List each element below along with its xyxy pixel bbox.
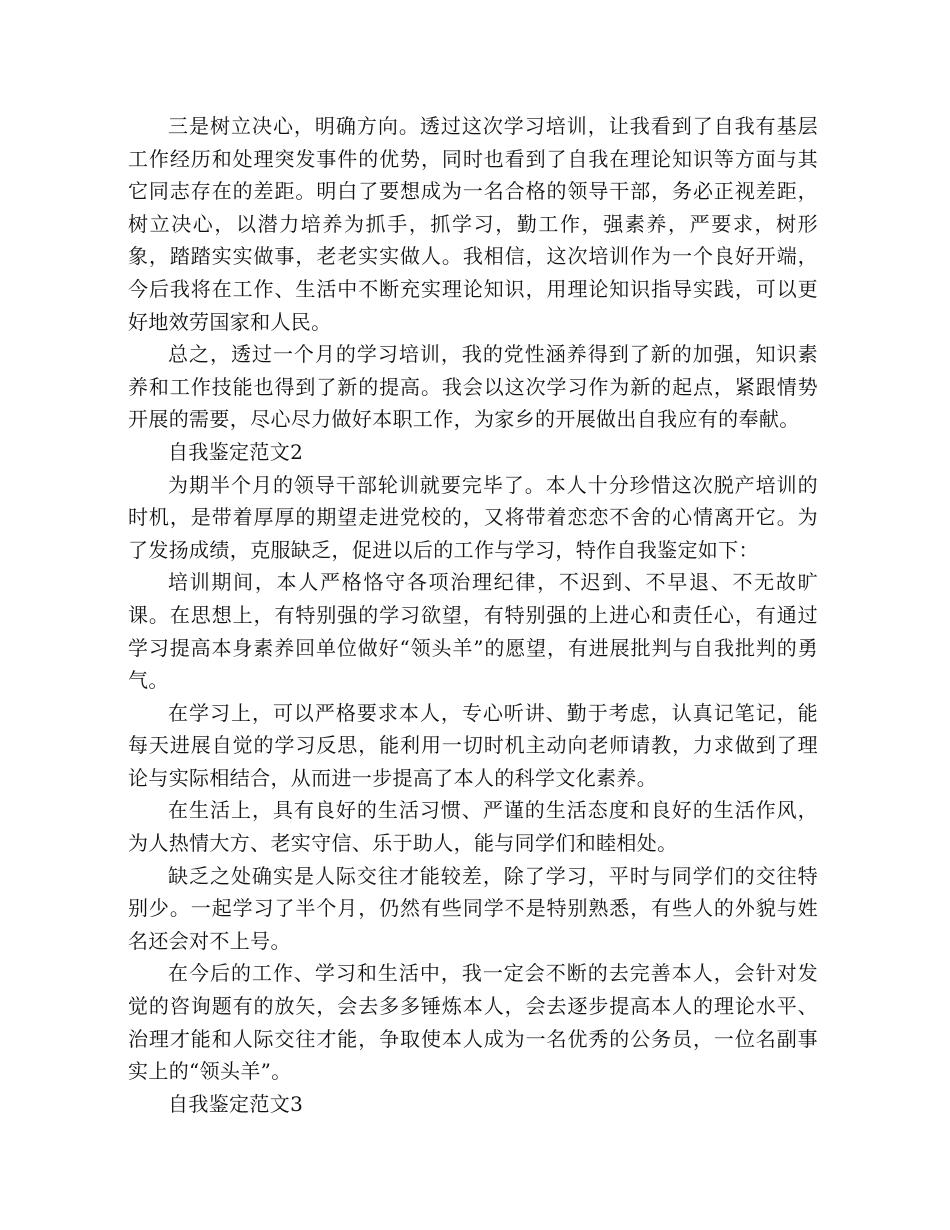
section-heading-sample-2: 自我鉴定范文2	[168, 439, 304, 464]
paragraph-training-intro: 为期半个月的领导干部轮训就要完毕了。本人十分珍惜这次脱产培训的时机，是带着厚厚的期望走进党校的，又将带着恋恋不舍的心情离开它。为了发扬成绩，克服缺乏，促进以后的工作与学习，特作自我鉴定如下：	[128, 472, 818, 562]
paragraph-summary: 总之，透过一个月的学习培训，我的党性涵养得到了新的加强，知识素养和工作技能也得到了新的提高。我会以这次学习作为新的起点，紧跟情势开展的需要，尽心尽力做好本职工作，为家乡的开展做出自我应有的奉献。	[128, 342, 818, 432]
paragraph-life: 在生活上，具有良好的生活习惯、严谨的生活态度和良好的生活作风，为人热情大方、老实守信、乐于助人，能与同学们和睦相处。	[128, 798, 818, 856]
paragraph-future: 在今后的工作、学习和生活中，我一定会不断的去完善本人，会针对发觉的咨询题有的放矢，会去多多锤炼本人，会去逐步提高本人的理论水平、治理才能和人际交往才能，争取使本人成为一名优秀的公务员，一位名副事实上的“领头羊”。	[128, 961, 818, 1084]
paragraph-resolve-direction: 三是树立决心，明确方向。透过这次学习培训，让我看到了自我有基层工作经历和处理突发事件的优势，同时也看到了自我在理论知识等方面与其它同志存在的差距。明白了要想成为一名合格的领导干部，务必正视差距，树立决心，以潜力培养为抓手，抓学习，勤工作，强素养，严要求，树形象，踏踏实实做事，老老实实做人。我相信，这次培训作为一个良好开端，今后我将在工作、生活中不断充实理论知识，用理论知识指导实践，可以更好地效劳国家和人民。	[128, 114, 818, 334]
paragraph-discipline: 培训期间，本人严格恪守各项治理纪律，不迟到、不早退、不无故旷课。在思想上，有特别强的学习欲望，有特别强的上进心和责任心，有通过学习提高本身素养回单位做好“领头羊”的愿望，有进展批判与自我批判的勇气。	[128, 570, 818, 693]
section-heading-sample-3: 自我鉴定范文3	[168, 1091, 304, 1116]
paragraph-study: 在学习上，可以严格要求本人，专心听讲、勤于考虑，认真记笔记，能每天进展自觉的学习反思，能利用一切时机主动向老师请教，力求做到了理论与实际相结合，从而进一步提高了本人的科学文化素养。	[128, 700, 818, 790]
document-body	[128, 110, 818, 1120]
paragraph-shortcomings: 缺乏之处确实是人际交往才能较差，除了学习，平时与同学们的交往特别少。一起学习了半个月，仍然有些同学不是特别熟悉，有些人的外貌与姓名还会对不上号。	[128, 863, 818, 953]
